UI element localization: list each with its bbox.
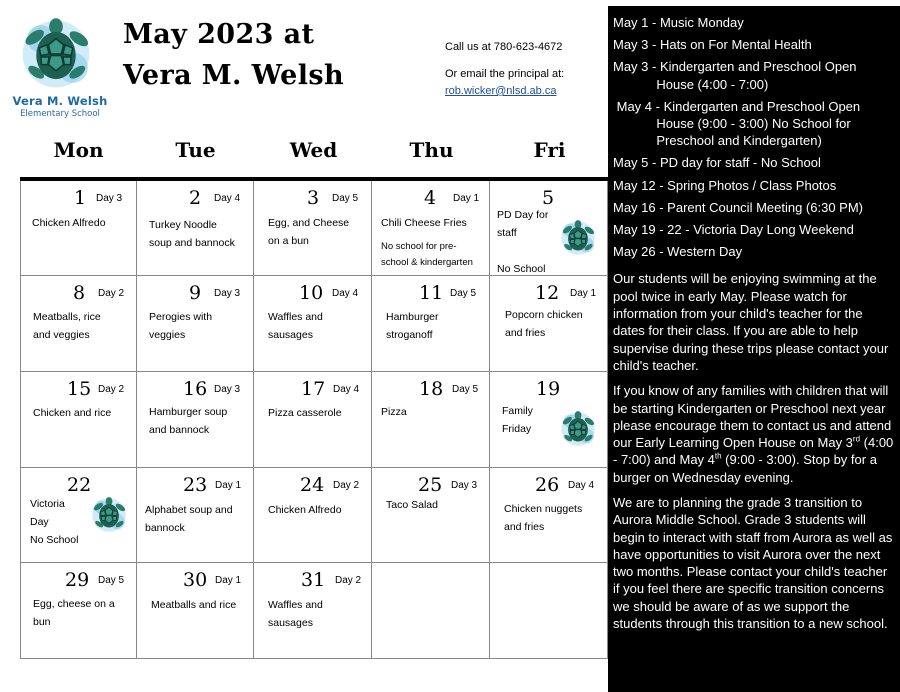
rotation-day-label: Day 1	[215, 575, 242, 586]
event-item: May 16 - Parent Council Meeting (6:30 PM)	[613, 199, 863, 215]
rotation-day-label: Day 3	[214, 384, 241, 395]
calendar-day-cell	[20, 372, 137, 468]
lunch-menu: Chicken nuggets and fries	[504, 503, 583, 533]
page-title: May 2023 at	[123, 19, 315, 50]
kindergarten-notice	[613, 382, 894, 486]
rotation-day-label: Day 1	[453, 193, 480, 204]
calendar-day-cell	[490, 468, 608, 563]
day-number: 19	[536, 378, 561, 400]
contact-email-label: Or email the principal at:	[445, 68, 565, 80]
turtle-icon	[16, 16, 96, 92]
day-number: 25	[418, 474, 443, 496]
day-number: 4	[424, 187, 437, 209]
lunch-menu: Chicken and rice	[33, 407, 112, 419]
rotation-day-label: Day 2	[333, 480, 360, 491]
calendar-day-cell	[254, 276, 372, 372]
event-item: May 3 - Hats on For Mental Health	[613, 37, 812, 53]
lunch-menu: Egg, cheese on a bun	[33, 598, 115, 628]
day-number: 17	[301, 378, 326, 400]
page-title-school: Vera M. Welsh	[123, 60, 345, 91]
weekday-header-tue: Tue	[175, 138, 216, 162]
logo-school-name: Vera M. Welsh	[12, 94, 108, 108]
calendar-day-cell	[137, 181, 254, 276]
calendar-day-cell	[372, 372, 490, 468]
calendar-day-cell	[254, 181, 372, 276]
event-note: Family Friday	[502, 405, 533, 435]
lunch-menu: Hamburger soup and bannock	[149, 406, 228, 436]
calendar-day-cell	[490, 181, 608, 276]
day-number: 11	[419, 282, 444, 304]
rotation-day-label: Day 3	[214, 288, 241, 299]
day-number: 18	[419, 378, 444, 400]
day-number: 31	[301, 569, 326, 591]
calendar-day-cell	[254, 372, 372, 468]
turtle-icon	[90, 496, 128, 534]
day-number: 9	[189, 282, 202, 304]
day-number: 16	[183, 378, 208, 400]
lunch-menu: Meatballs and rice	[151, 599, 237, 611]
logo-school-subtitle: Elementary School	[20, 109, 100, 119]
lunch-menu: Chicken Alfredo	[32, 217, 106, 229]
day-number: 24	[300, 474, 325, 496]
rotation-day-label: Day 4	[214, 193, 241, 204]
rotation-day-label: Day 5	[98, 575, 125, 586]
lunch-menu: Alphabet soup and bannock	[145, 504, 233, 534]
swimming-notice: Our students will be enjoying swimming at the pool twice in early May. Please watch for information from your child's teacher for the dates for their class. If you are able to help supervise during these trips please contact your child's teacher.	[613, 271, 889, 373]
lunch-menu: Hamburger stroganoff	[386, 311, 439, 341]
rotation-day-label: Day 2	[335, 575, 362, 586]
calendar-day-cell	[372, 468, 490, 563]
calendar-day-cell	[20, 276, 137, 372]
no-school-note: No school for pre- school & kindergarten	[381, 241, 473, 268]
calendar-day-cell	[137, 468, 254, 563]
turtle-icon	[559, 410, 597, 448]
rotation-day-label: Day 1	[215, 480, 242, 491]
kindergarten-text-b: (4:00 - 7:00) and May 4	[613, 435, 894, 468]
rotation-day-label: Day 5	[450, 288, 477, 299]
lunch-menu: Waffles and sausages	[268, 311, 323, 341]
lunch-menu: Meatballs, rice and veggies	[33, 311, 101, 341]
turtle-icon	[559, 219, 597, 257]
day-number: 22	[67, 474, 92, 496]
ordinal-suffix: rd	[852, 434, 861, 444]
rotation-day-label: Day 5	[332, 193, 359, 204]
lunch-menu: Pizza	[381, 406, 407, 418]
kindergarten-text-c: (9:00 - 3:00). Stop by for a burger on Wednesday evening.	[613, 452, 877, 485]
ordinal-suffix: th	[714, 452, 722, 462]
school-logo	[10, 16, 106, 128]
weekday-header-thu: Thu	[409, 138, 454, 162]
rotation-day-label: Day 5	[452, 384, 479, 395]
lunch-menu: Chicken Alfredo	[268, 504, 342, 516]
day-number: 8	[73, 282, 86, 304]
event-item: May 26 - Western Day	[613, 244, 743, 260]
day-number: 23	[183, 474, 208, 496]
calendar-day-cell	[372, 181, 490, 276]
day-number: 2	[189, 187, 202, 209]
rotation-day-label: Day 2	[98, 384, 125, 395]
weekday-header-fri: Fri	[533, 138, 566, 162]
calendar-day-cell	[137, 276, 254, 372]
day-number: 1	[74, 187, 87, 209]
event-item: May 19 - 22 - Victoria Day Long Weekend	[613, 222, 854, 238]
calendar-day-cell	[137, 563, 254, 659]
lunch-menu: Taco Salad	[386, 499, 438, 511]
lunch-menu: Popcorn chicken and fries	[505, 309, 583, 339]
rotation-day-label: Day 4	[333, 384, 360, 395]
calendar-day-cell	[490, 563, 608, 659]
calendar-day-cell	[372, 563, 490, 659]
calendar-day-cell	[490, 276, 608, 372]
day-number: 5	[542, 187, 555, 209]
event-item: May 4 - Kindergarten and Preschool Open House (9:00 - 3:00) No School for Preschool and Kindergarten)	[616, 98, 861, 149]
day-number: 10	[299, 282, 324, 304]
announcements-sidebar	[608, 6, 900, 692]
holiday-note: Victoria Day No School	[30, 498, 79, 546]
rotation-day-label: Day 3	[451, 480, 478, 491]
lunch-menu: Waffles and sausages	[268, 599, 323, 629]
calendar-grid	[20, 177, 608, 659]
principal-email-link[interactable]: rob.wicker@nlsd.ab.ca	[445, 85, 557, 97]
day-number: 26	[535, 474, 560, 496]
calendar-day-cell	[137, 372, 254, 468]
day-number: 12	[535, 282, 560, 304]
contact-phone: Call us at 780-623-4672	[445, 41, 563, 53]
rotation-day-label: Day 4	[332, 288, 359, 299]
calendar-day-cell	[490, 372, 608, 468]
event-item: May 5 - PD day for staff - No School	[613, 155, 821, 171]
day-number: 3	[307, 187, 320, 209]
rotation-day-label: Day 2	[98, 288, 125, 299]
calendar-day-cell	[20, 181, 137, 276]
calendar-day-cell	[20, 468, 137, 563]
lunch-menu: Turkey Noodle soup and bannock	[149, 219, 235, 249]
event-item: May 12 - Spring Photos / Class Photos	[613, 177, 837, 193]
lunch-menu: Pizza casserole	[268, 407, 342, 419]
weekday-header-mon: Mon	[53, 138, 104, 162]
calendar-day-cell	[254, 563, 372, 659]
day-number: 30	[183, 569, 208, 591]
rotation-day-label: Day 4	[568, 480, 595, 491]
lunch-menu: Chili Cheese Fries	[381, 217, 467, 229]
weekday-header-wed: Wed	[289, 138, 338, 162]
lunch-menu: Egg, and Cheese on a bun	[268, 217, 350, 247]
calendar-day-cell	[20, 563, 137, 659]
kindergarten-text-a: If you know of any families with children that will be starting Kindergarten or Preschool next year please encourage them to contact us and attend our Early Learning Open House on May 3	[613, 383, 892, 451]
calendar-day-cell	[254, 468, 372, 563]
event-item: May 1 - Music Monday	[613, 15, 744, 30]
pd-day-note: PD Day for staff No School	[497, 209, 549, 275]
day-number: 15	[67, 378, 92, 400]
event-item: May 3 - Kindergarten and Preschool Open House (4:00 - 7:00)	[613, 59, 857, 92]
lunch-menu: Perogies with veggies	[149, 311, 213, 341]
transition-notice: We are to planning the grade 3 transition to Aurora Middle School. Grade 3 students will begin to interact with staff from Aurora as well as have opportunities to visit Aurora over the next two months. Please contact your child's teacher if you feel there are specific transition concerns we should be aware of as we support the students through this transition to a new school.	[613, 495, 893, 632]
rotation-day-label: Day 1	[570, 288, 597, 299]
day-number: 29	[65, 569, 90, 591]
rotation-day-label: Day 3	[96, 193, 123, 204]
calendar-day-cell	[372, 276, 490, 372]
